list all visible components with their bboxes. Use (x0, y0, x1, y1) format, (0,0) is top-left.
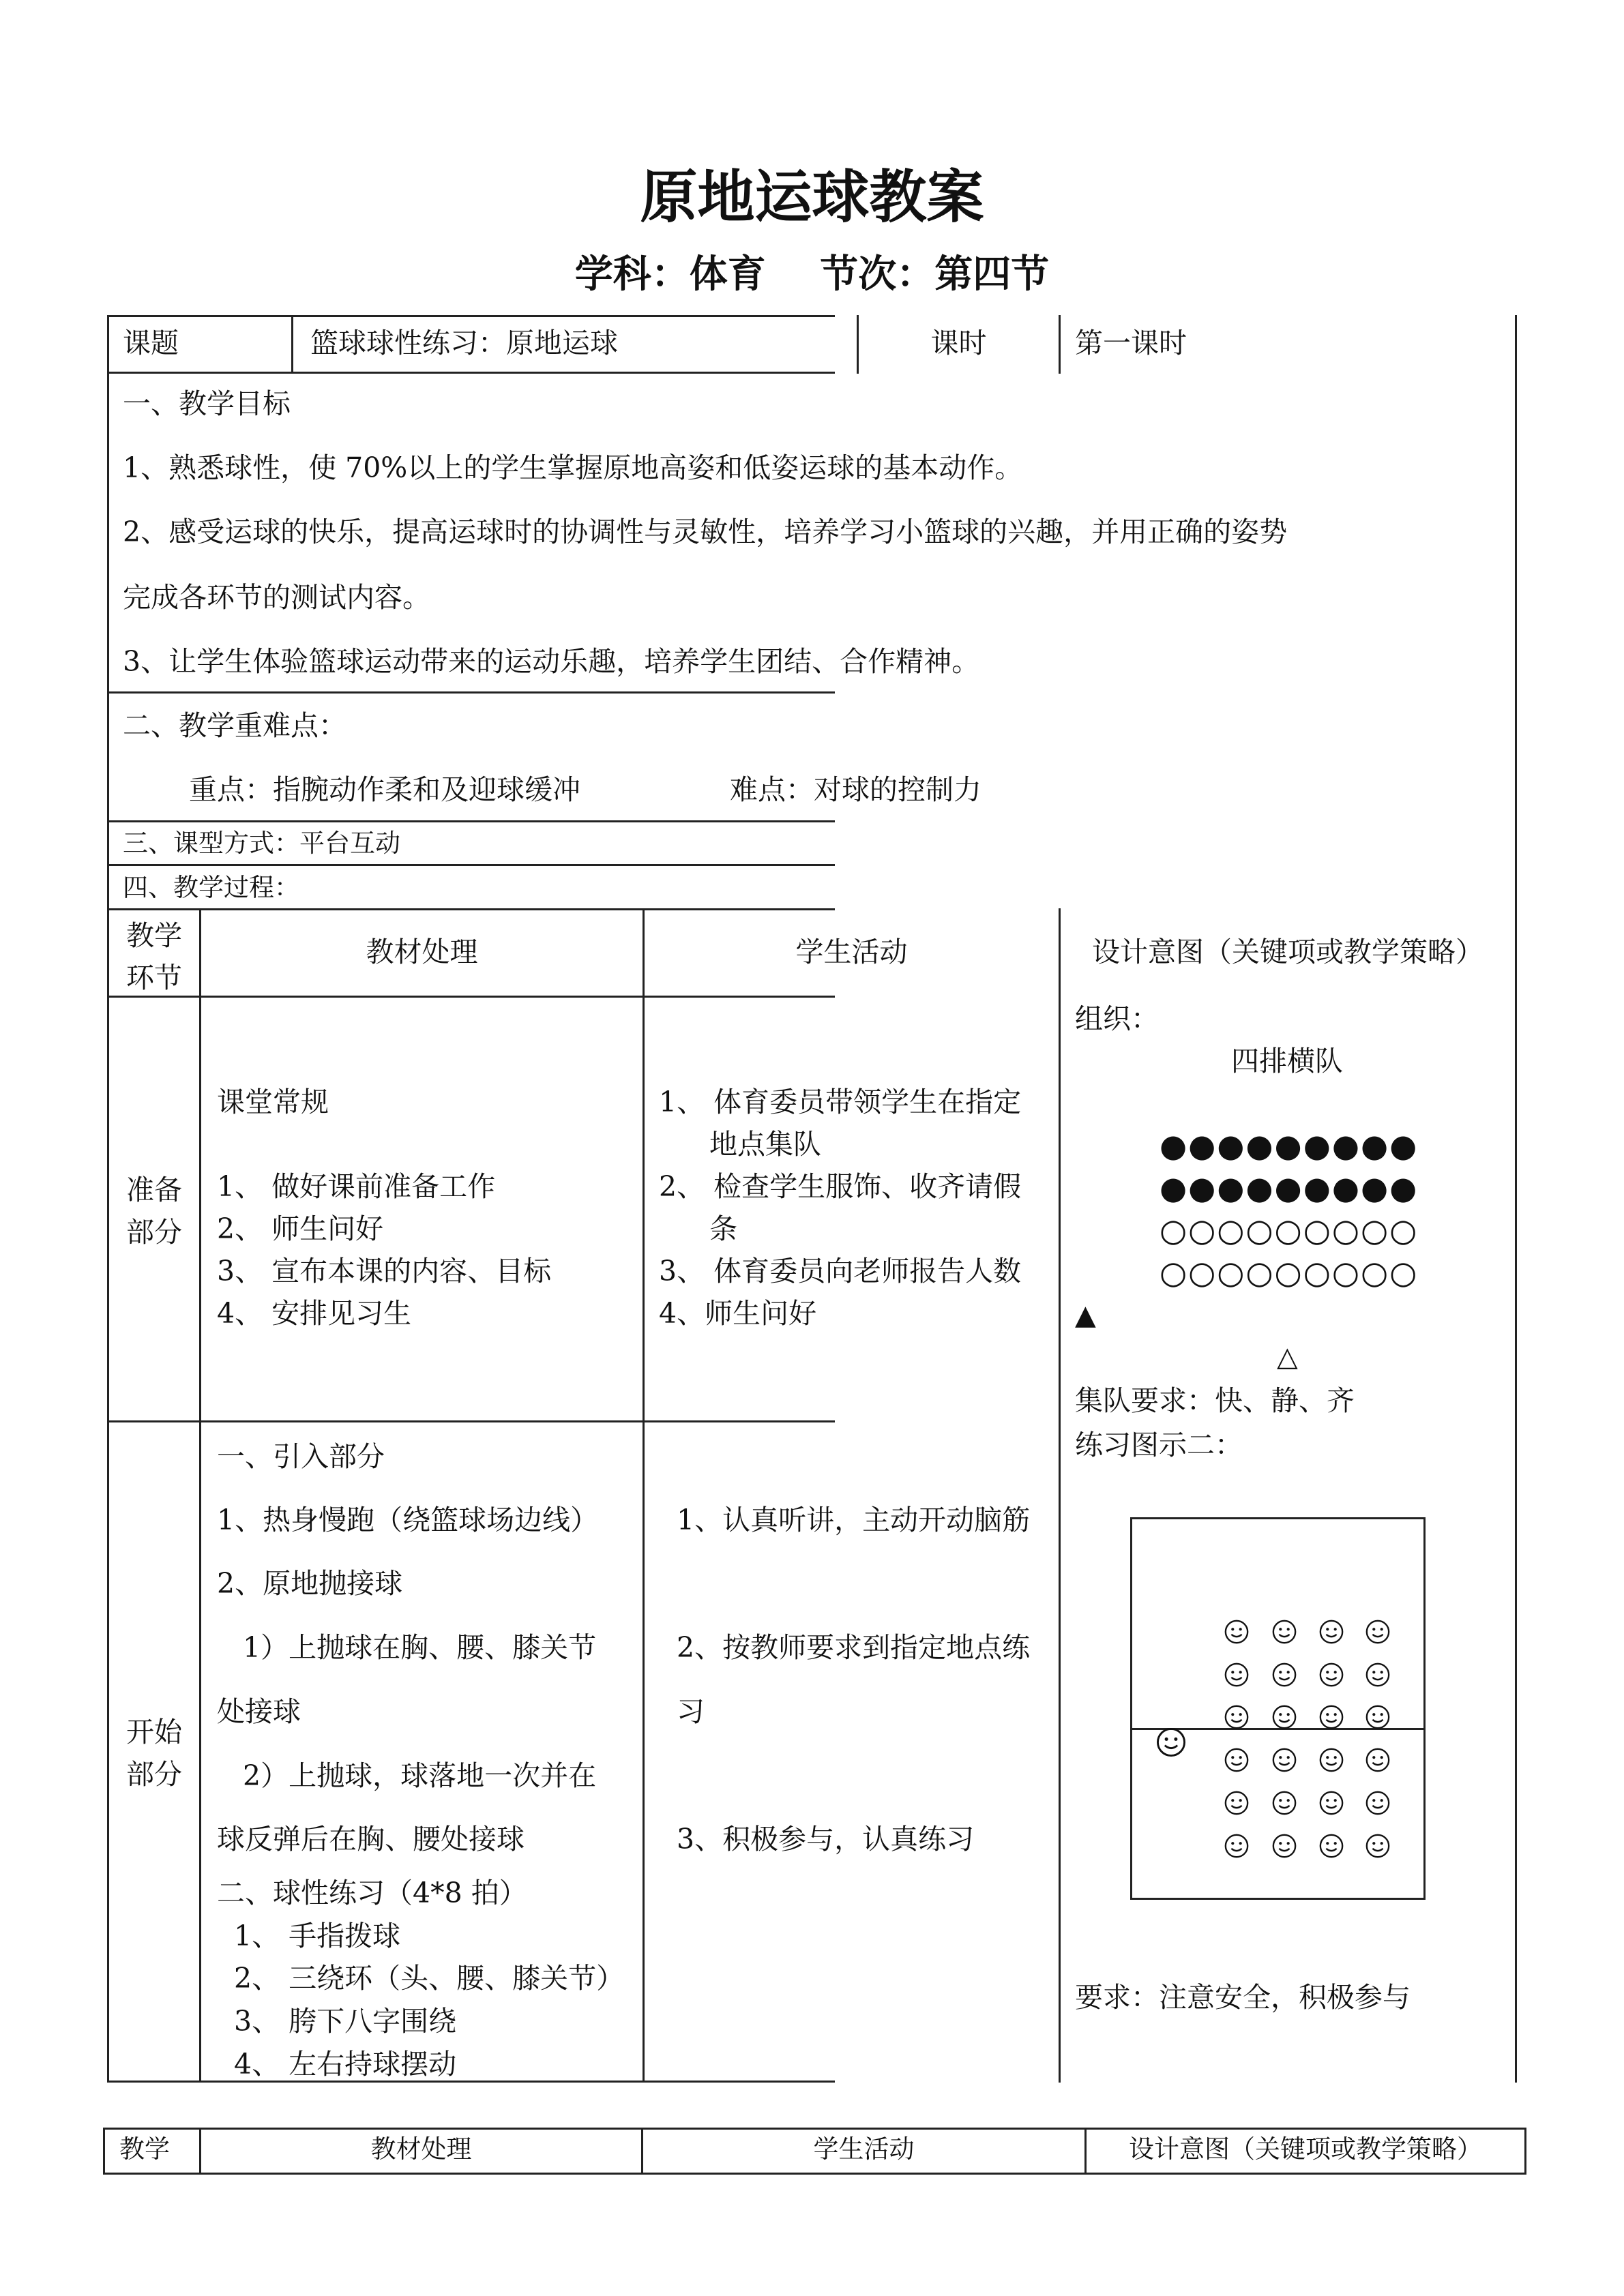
student-smiley-icon (1318, 1790, 1344, 1816)
org-label: 组织： (1075, 1002, 1159, 1035)
period-value: 第一课时 (1075, 327, 1187, 359)
student-smiley-icon (1224, 1704, 1250, 1730)
start-student-item: 3、积极参与，认真练习 (677, 1823, 975, 1855)
subject-label: 学科：体育 (574, 252, 766, 297)
student-smiley-icon (1271, 1704, 1297, 1730)
prep-student-item: 3、 体育委员向老师报告人数 (659, 1255, 1022, 1287)
start-material-item: 1）上抛球在胸、腰、膝关节 (243, 1631, 597, 1664)
student-smiley-icon (1365, 1662, 1391, 1688)
formation-row-hollow: ○○○○○○○○○ (1160, 1254, 1419, 1291)
prep-student-item: 4、师生问好 (659, 1297, 817, 1330)
student-smiley-icon (1224, 1662, 1250, 1688)
objective-item: 3、让学生体验篮球运动带来的运动乐趣，培养学生团结、合作精神。 (123, 645, 980, 678)
student-smiley-icon (1224, 1790, 1250, 1816)
prep-stage: 准备 部分 (126, 1174, 182, 1249)
keypoints-focus: 重点：指腕动作柔和及迎球缓冲 (189, 773, 580, 806)
student-smiley-icon (1318, 1833, 1344, 1859)
keypoints-difficulty: 难点：对球的控制力 (730, 773, 981, 806)
footer-col-student: 学生活动 (813, 2134, 915, 2164)
page-subtitle (0, 244, 1624, 299)
student-smiley-icon (1271, 1790, 1297, 1816)
prep-student-item: 地点集队 (709, 1128, 821, 1161)
teacher-smiley-icon (1155, 1727, 1187, 1758)
prep-material-item: 1、 做好课前准备工作 (217, 1170, 496, 1203)
student-smiley-icon (1318, 1704, 1344, 1730)
prep-student-item: 条 (709, 1212, 737, 1245)
start-material-item: 1、热身慢跑（绕篮球场边线） (217, 1504, 599, 1536)
prep-student-item: 1、 体育委员带领学生在指定 (659, 1086, 1022, 1118)
student-smiley-icon (1271, 1619, 1297, 1645)
start-material-item: 球反弹后在胸、腰处接球 (217, 1823, 525, 1855)
objective-item: 完成各环节的测试内容。 (123, 581, 430, 614)
start-material-item: 4、 左右持球摆动 (234, 2048, 457, 2081)
formation-label: 四排横队 (1231, 1045, 1343, 1077)
formation-row-filled: ●●●●●●●●● (1160, 1127, 1419, 1164)
period-label: 课时 (930, 327, 987, 359)
col-design: 设计意图（关键项或教学策略） (1092, 936, 1483, 968)
teacher-marker: ▲ (1075, 1300, 1097, 1331)
col-material: 教材处理 (366, 936, 478, 968)
formation-row-hollow: ○○○○○○○○○ (1160, 1212, 1419, 1249)
student-smiley-icon (1271, 1833, 1297, 1859)
student-smiley-icon (1224, 1833, 1250, 1859)
start-material-item: 2、原地抛接球 (217, 1567, 403, 1600)
student-smiley-icon (1224, 1619, 1250, 1645)
student-smiley-icon (1318, 1619, 1344, 1645)
triangle-marker: △ (1277, 1341, 1299, 1373)
col-student: 学生活动 (795, 936, 908, 968)
prep-material-item: 2、 师生问好 (217, 1212, 384, 1245)
topic-value: 篮球球性练习：原地运球 (310, 327, 618, 359)
student-smiley-icon (1365, 1619, 1391, 1645)
col-stage: 教学 环节 (126, 919, 182, 994)
student-smiley-icon (1318, 1747, 1344, 1773)
topic-label: 课题 (123, 327, 179, 359)
footer-col-design: 设计意图（关键项或教学策略） (1129, 2134, 1482, 2164)
objectives-heading: 一、教学目标 (123, 387, 291, 420)
start-student-item: 1、认真听讲，主动开动脑筋 (677, 1504, 1031, 1536)
start-material-item: 3、 胯下八字围绕 (234, 2005, 457, 2038)
prep-material-item: 3、 宣布本课的内容、目标 (217, 1255, 552, 1287)
prep-student-item: 2、 检查学生服饰、收齐请假 (659, 1170, 1022, 1203)
formation-row-filled: ●●●●●●●●● (1160, 1169, 1419, 1206)
prep-material-item: 4、 安排见习生 (217, 1297, 412, 1330)
objective-item: 1、熟悉球性，使 70%以上的学生掌握原地高姿和低姿运球的基本动作。 (123, 451, 1023, 484)
keypoints-heading: 二、教学重难点： (123, 709, 346, 742)
start-stage: 开始 部分 (126, 1716, 182, 1791)
lesson-type: 三、课型方式：平台互动 (123, 829, 400, 858)
start-student-item: 2、按教师要求到指定地点练 (677, 1631, 1031, 1664)
prep-material-item: 课堂常规 (217, 1086, 329, 1118)
student-smiley-icon (1318, 1662, 1344, 1688)
student-smiley-icon (1365, 1833, 1391, 1859)
process-heading: 四、教学过程： (123, 873, 299, 902)
start-student-item: 习 (677, 1695, 705, 1728)
student-smiley-icon (1224, 1747, 1250, 1773)
footer-col-stage: 教学 (119, 2134, 170, 2164)
student-smiley-icon (1365, 1747, 1391, 1773)
start-material-item: 2）上抛球，球落地一次并在 (243, 1759, 597, 1792)
start-material-item: 一、引入部分 (217, 1440, 385, 1473)
start-material-item: 处接球 (217, 1695, 301, 1728)
prep-requirement: 集队要求：快、静、齐 (1075, 1384, 1355, 1417)
student-smiley-icon (1365, 1790, 1391, 1816)
start-material-item: 1、 手指拨球 (234, 1920, 401, 1952)
student-smiley-icon (1271, 1747, 1297, 1773)
student-smiley-icon (1271, 1662, 1297, 1688)
diagram-label: 练习图示二： (1075, 1429, 1243, 1461)
objective-item: 2、感受运球的快乐，提高运球时的协调性与灵敏性，培养学习小篮球的兴趣，并用正确的姿势 (123, 516, 1288, 548)
section-label: 节次：第四节 (820, 252, 1050, 297)
page-title: 原地运球教案 (640, 164, 984, 230)
student-smiley-icon (1365, 1704, 1391, 1730)
start-material-item: 二、球性练习（4*8 拍） (217, 1877, 527, 1909)
footer-col-material: 教材处理 (370, 2134, 472, 2164)
start-requirement: 要求：注意安全，积极参与 (1075, 1981, 1411, 2014)
start-material-item: 2、 三绕环（头、腰、膝关节） (234, 1962, 625, 1995)
